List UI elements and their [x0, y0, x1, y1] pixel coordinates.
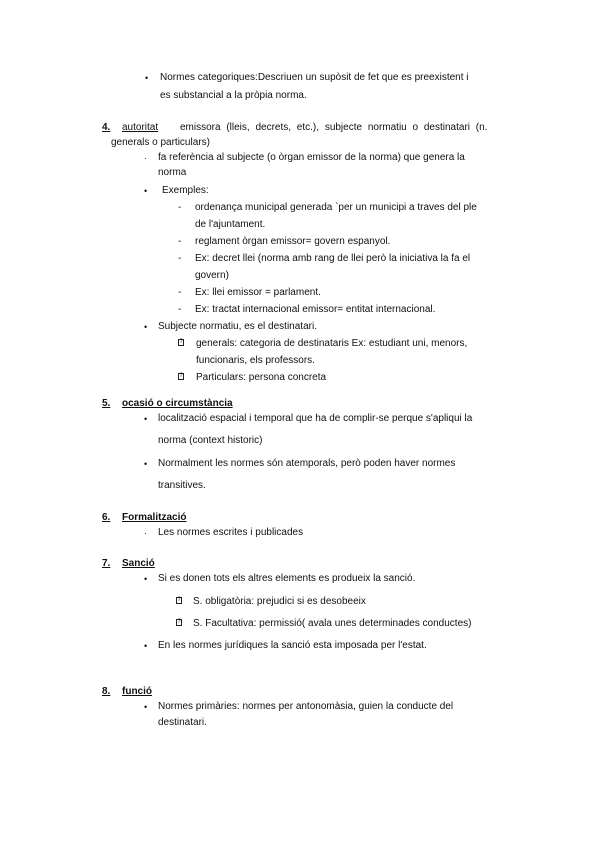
s4-item3: Subjecte normatiu, es el destinatari. [158, 321, 317, 332]
bullet-icon: • [145, 73, 149, 83]
s4-example3-line-2: govern) [195, 270, 229, 281]
small-bullet-icon: · [144, 528, 147, 538]
checkbox-icon: ? [179, 339, 183, 345]
s4-example3-line-1: Ex: decret llei (norma amb rang de llei però la iniciativa la fa el [195, 253, 471, 264]
s4-item1-line-1: fa referència al subjecte (o òrgan emissor de la norma) que genera la [158, 152, 465, 163]
s4-sub1-line-2: funcionaris, els professors. [196, 355, 315, 366]
bullet-icon: • [144, 414, 148, 424]
s5-item1-line-2: norma (context historic) [158, 435, 263, 446]
s4-example2: reglament òrgan emissor= govern espanyol. [195, 236, 391, 247]
s6-item1: Les normes escrites i publicades [158, 527, 304, 538]
dash-icon: - [178, 202, 182, 213]
s4-sub1-line-1: generals: categoria de destinataris Ex: estudiant uni, menors, [196, 338, 468, 349]
s4-example4: Ex: llei emissor = parlament. [195, 287, 321, 298]
section-6-number: 6. [102, 512, 111, 523]
s5-item2-line-1: Normalment les normes són atemporals, però poden haver normes [158, 458, 456, 469]
section-7-title: Sanció [122, 558, 155, 569]
bullet-icon: • [144, 574, 148, 584]
s4-example1-line-2: de l'ajuntament. [195, 219, 266, 230]
dash-icon: - [178, 236, 182, 247]
categoriques-line-1: Normes categoriques:Descriuen un supòsit de fet que es preexistent i [160, 72, 469, 83]
checkbox-icon: ? [177, 597, 181, 603]
section-4-heading-rest: emissora (lleis, decrets, etc.), subjecte normatiu o destinatari (n. [180, 122, 488, 133]
dash-icon: - [178, 304, 182, 315]
s7-item2: En les normes jurídiques la sanció esta imposada per l'estat. [158, 640, 427, 651]
categoriques-line-2: es substancial a la pròpia norma. [160, 90, 307, 101]
section-5-title: ocasió o circumstància [122, 398, 233, 409]
small-bullet-icon: · [144, 153, 147, 163]
checkbox-icon: ? [177, 619, 181, 625]
section-4-title: autoritat [122, 122, 159, 133]
section-4-number: 4. [102, 122, 111, 133]
section-7-number: 7. [102, 558, 111, 569]
s4-item2-examples: Exemples: [162, 185, 209, 196]
section-4-heading-line-2: generals o particulars) [111, 137, 210, 148]
bullet-icon: • [144, 186, 148, 196]
section-5-number: 5. [102, 398, 111, 409]
s4-item1-line-2: norma [158, 167, 187, 178]
s4-example5: Ex: tractat internacional emissor= entitat internacional. [195, 304, 436, 315]
checkbox-icon: ? [179, 373, 183, 379]
dash-icon: - [178, 287, 182, 298]
section-8-number: 8. [102, 686, 111, 697]
s5-item2-line-2: transitives. [158, 480, 206, 491]
s7-item1: Si es donen tots els altres elements es produeix la sanció. [158, 573, 416, 584]
s4-example1-line-1: ordenança municipal generada `per un municipi a traves del ple [195, 202, 477, 213]
bullet-icon: • [144, 322, 148, 332]
s8-item1-line-2: destinatari. [158, 717, 207, 728]
s4-sub2: Particulars: persona concreta [196, 372, 327, 383]
bullet-icon: • [144, 702, 148, 712]
section-8-title: funció [122, 686, 152, 697]
s8-item1-line-1: Normes primàries: normes per antonomàsia, guien la conducte del [158, 701, 454, 712]
s7-sub1: S. obligatòria: prejudici si es desobeeix [193, 596, 366, 607]
s7-sub2: S. Facultativa: permissió( avala unes determinades conductes) [193, 618, 472, 629]
bullet-icon: • [144, 641, 148, 651]
section-6-title: Formalització [122, 512, 187, 523]
dash-icon: - [178, 253, 182, 264]
bullet-icon: • [144, 459, 148, 469]
s5-item1-line-1: localització espacial i temporal que ha de complir-se perque s'apliqui la [158, 413, 473, 424]
